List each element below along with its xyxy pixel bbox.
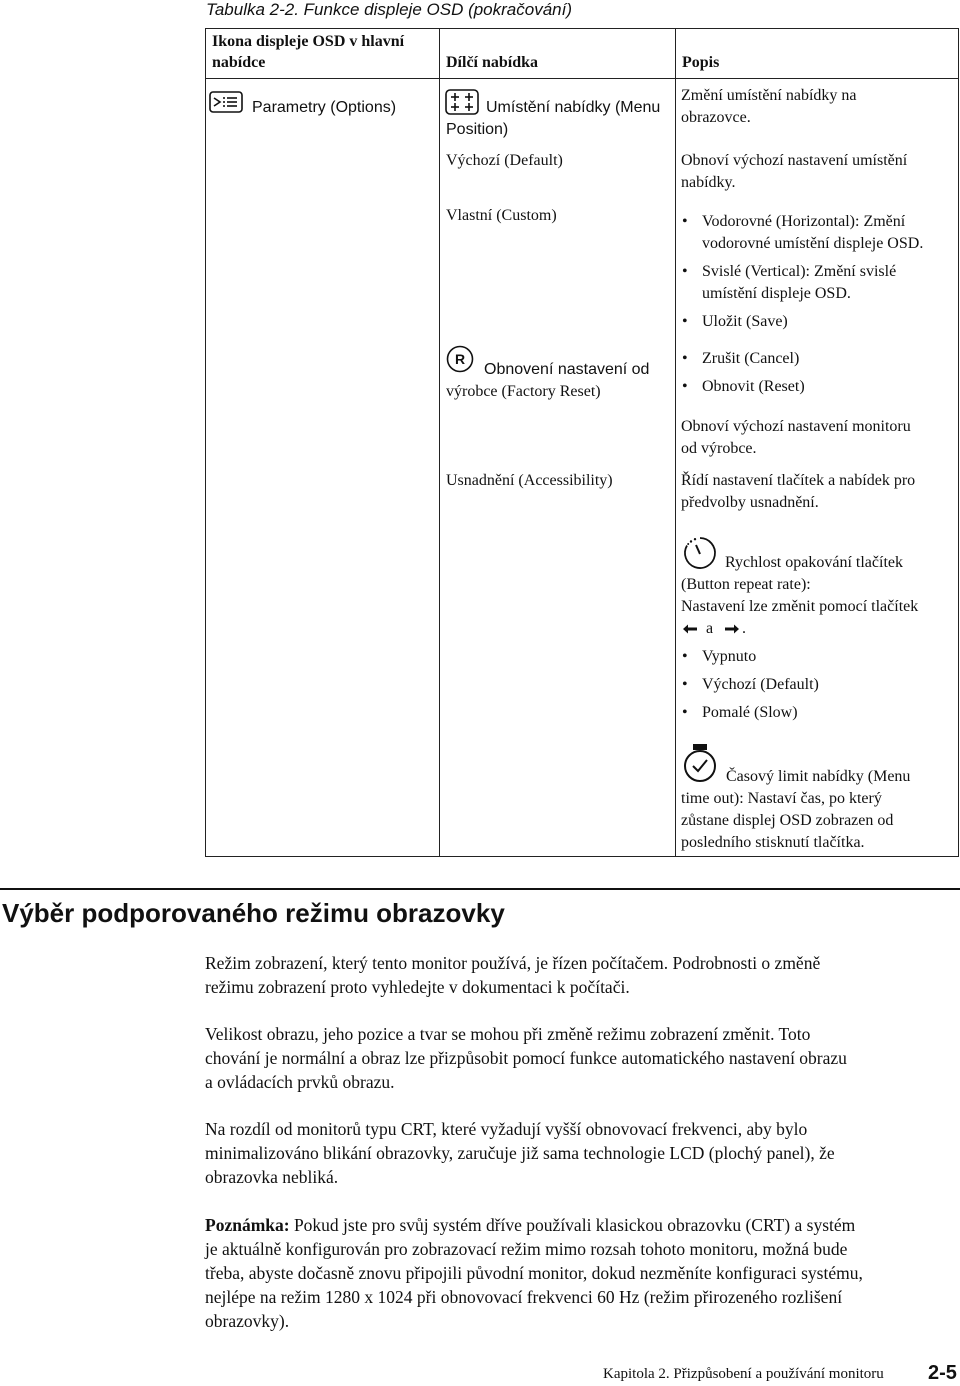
button-repeat-hint: Nastavení lze změnit pomocí tlačítek (681, 598, 919, 615)
list-item: • Uložit (Save) (682, 313, 788, 330)
custom-label: Vlastní (Custom) (446, 207, 557, 224)
timer-icon (682, 743, 718, 783)
paragraph: Velikost obrazu, jeho pozice a tvar se mohou při změně režimu zobrazení změnit. Toto chování je normální a obraz lze přizpůsobit pomocí funkce automatického nastavení obrazu a ovládacích prvků obrazu. (205, 1024, 847, 1092)
button-repeat-icon (682, 535, 718, 571)
arrow-connector: a (706, 620, 714, 637)
accessibility-label: Usnadnění (Accessibility) (446, 472, 613, 489)
menu-position-label-line1: Umístění nabídky (Menu (486, 99, 661, 116)
footer-chapter: Kapitola 2. Přizpůsobení a používání monitoru (603, 1366, 884, 1382)
svg-text:R: R (454, 351, 466, 367)
header-divider (206, 78, 958, 79)
menu-position-description: Změní umístění nabídky na obrazovce. (681, 87, 857, 126)
main-menu-options-label: Parametry (Options) (252, 99, 397, 116)
osd-functions-table (205, 28, 959, 857)
note: Poznámka: Pokud jste pro svůj systém dříve používali klasickou obrazovku (CRT) a systém je aktuálně konfigurován pro zobrazovací režim mimo rozsah tohoto monitoru, možná bude třeba, abyste dočasně znovu připojili původní monitor, dokud nezměníte konfiguraci systému, nejlépe na režim 1280 x 1024 při obnovovací frekvenci 60 Hz (režim přirozeného rozlišení obrazovky). (205, 1215, 863, 1331)
arrow-right-icon (724, 623, 740, 635)
default-description: Obnoví výchozí nastavení umístění nabídky. (681, 152, 908, 191)
menu-position-label-line2: Position) (446, 121, 509, 138)
factory-reset-description: Obnoví výchozí nastavení monitoru od výrobce. (681, 418, 911, 457)
list-item: • Vypnuto (682, 648, 757, 665)
header-col3: Popis (682, 54, 720, 71)
factory-reset-icon (446, 345, 474, 373)
button-repeat-title: Rychlost opakování tlačítek (725, 554, 903, 571)
menu-timeout-description: time out): Nastaví čas, po který zůstane displej OSD zobrazen od posledního stisknutí tlačítka. (681, 790, 894, 851)
column-divider (439, 29, 440, 856)
list-item: • Výchozí (Default) (682, 676, 819, 693)
default-label: Výchozí (Default) (446, 152, 563, 169)
factory-reset-label-line2: výrobce (Factory Reset) (446, 383, 601, 400)
menu-position-icon (445, 89, 479, 115)
list-item: • Zrušit (Cancel) (682, 350, 800, 367)
header-col2: Dílčí nabídka (446, 54, 539, 71)
header-col1: Ikona displeje OSD v hlavní nabídce (212, 33, 405, 71)
note-label: Poznámka: (205, 1215, 290, 1235)
button-repeat-subtitle: (Button repeat rate): (681, 576, 811, 593)
column-divider (675, 29, 676, 856)
menu-timeout-title: Časový limit nabídky (Menu (726, 768, 911, 785)
options-icon (209, 91, 243, 113)
factory-reset-label-line1: Obnovení nastavení od (484, 361, 650, 378)
section-rule (0, 888, 960, 890)
list-item: • Svislé (Vertical): Změní svislé umístění displeje OSD. (682, 263, 897, 302)
list-item: • Pomalé (Slow) (682, 704, 798, 721)
paragraph: Režim zobrazení, který tento monitor používá, je řízen počítačem. Podrobnosti o změně režimu zobrazení proto vyhledejte v dokumentaci k počítači. (205, 953, 821, 997)
section-title: Výběr podporovaného režimu obrazovky (2, 898, 505, 928)
accessibility-description: Řídí nastavení tlačítek a nabídek pro předvolby usnadnění. (681, 472, 916, 511)
arrow-period: . (742, 620, 746, 637)
list-item: • Obnovit (Reset) (682, 378, 805, 395)
arrow-left-icon (682, 623, 698, 635)
list-item: • Vodorovné (Horizontal): Změní vodorovné umístění displeje OSD. (682, 213, 924, 252)
table-caption: Tabulka 2-2. Funkce displeje OSD (pokračování) (206, 0, 572, 19)
paragraph: Na rozdíl od monitorů typu CRT, které vyžadují vyšší obnovovací frekvenci, aby bylo minimalizováno blikání obrazovky, zaručuje již sama technologie LCD (plochý panel), že obrazovka nebliká. (205, 1119, 835, 1187)
page-number: 2-5 (928, 1362, 957, 1384)
